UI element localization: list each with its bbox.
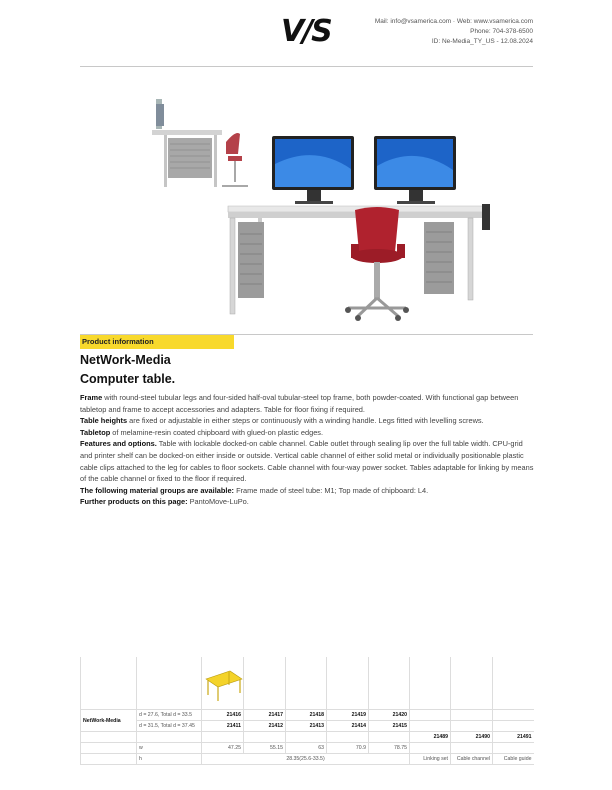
contact-info [375,17,533,47]
row1-label: d = 27.6, Total d = 33.5 [137,710,202,721]
article-code: 21413 [286,721,327,732]
product-photo [148,94,498,324]
product-info-tag [80,335,234,349]
cpu-tower-right [424,222,454,294]
product-description [80,392,535,508]
width-value: 47.25 [202,743,244,754]
background-workstation [152,99,248,187]
accessory-code: 21491 [493,732,534,743]
table-row [81,754,534,765]
spec-product-name: NetWork-Media [81,710,137,732]
table-row [81,743,534,754]
table-thumbnail-cell [202,657,244,710]
article-code: 21414 [327,721,369,732]
accessory-code: 21490 [451,732,493,743]
height-label: h [137,754,202,765]
accessory-name: Cable channel [451,754,493,765]
contact-mail-web: Mail: info@vsamerica.com · Web: www.vsamerica.com [374,18,533,25]
width-value: 63 [286,743,327,754]
tabletop-text: of melamine-resin coated chipboard with glued-on plastic edges. [110,427,324,437]
width-label: w [137,743,202,754]
article-code: 21420 [369,710,410,721]
accessory-code: 21489 [410,732,451,743]
product-info-label: Product information [82,337,154,346]
materials-text: Frame made of steel tube: M1; Top made of chipboard: L4. [234,485,429,495]
header-divider [80,66,533,67]
frame-label: Frame [80,393,103,402]
further-products-label: Further products on this page: [80,497,188,507]
article-code: 21412 [244,721,286,732]
features-label: Features and options. [80,439,157,449]
article-code: 21411 [202,721,244,732]
product-name: NetWork-Media [80,353,171,367]
article-code: 21415 [369,721,410,732]
frame-text: with round-steel tubular legs and four-sided half-oval tubular-steel top frame, both powder-coated. With functional gap between tabletop and frame to accept accessories and adapters. Table for floor fixing if required. [80,393,519,414]
further-products-text: PantoMove-LuPo. [187,497,249,507]
product-subtitle: Computer table. [80,372,176,386]
row2-label: d = 31.5, Total d = 37.45 [137,721,202,732]
features-text: Table with lockable docked-on cable channel. Cable outlet through sealing lip over the full table width. CPU-grid and printer shelf can be docked-on either inside or outside. Vertical cable channel of either solid metal or individually positionable plastic cable clips attached to the leg for cables to floor sockets. Cable channel with four-way power socket. Tables adaptable for linking by means of the cable channel or fixed to the floor if required. [80,439,534,484]
accessory-name: Linking set [410,754,451,765]
monitor-right [374,136,456,204]
red-chair [345,207,409,321]
materials-label: The following material groups are available: [80,485,235,495]
article-code: 21416 [202,710,244,721]
tabletop-label: Tabletop [80,427,111,437]
monitor-left [272,136,354,204]
width-value: 78.75 [369,743,410,754]
table-row [81,710,534,721]
article-code: 21419 [327,710,369,721]
table-row [81,721,534,732]
heights-text: are fixed or adjustable in either steps or continuously with a winding handle. Legs fitted with levelling screws. [127,416,484,426]
contact-phone: Phone: 704-378-6500 [470,28,533,35]
width-value: 55.15 [244,743,286,754]
spec-table [80,657,534,765]
width-value: 70.9 [327,743,369,754]
accessory-name: Cable guide [493,754,534,765]
document-id: ID: Ne-Media_TY_US - 12.08.2024 [431,38,533,45]
cpu-tower-left [238,222,264,298]
heights-label: Table heights [80,416,128,426]
brand-logo: V/S [281,14,331,49]
article-code: 21417 [244,710,286,721]
yellow-table-thumbnail [202,657,244,707]
height-value: 28.35(25.6-33.5) [202,754,410,765]
article-code: 21418 [286,710,327,721]
table-row [81,732,534,743]
